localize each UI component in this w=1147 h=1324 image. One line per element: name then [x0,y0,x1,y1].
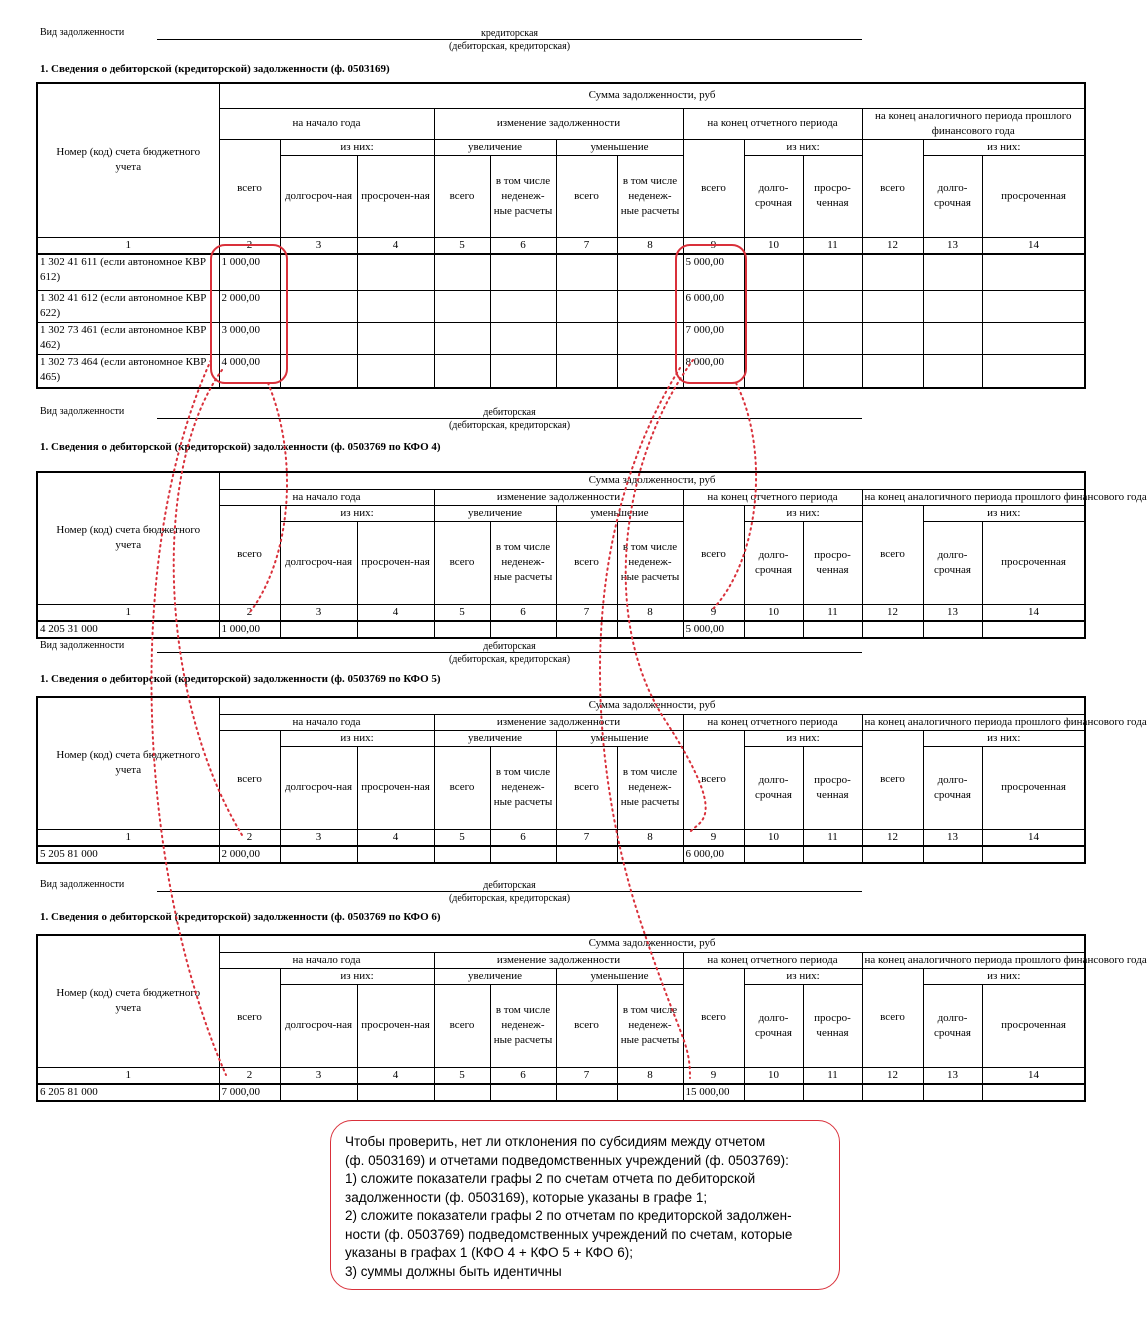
total-header: всего [862,968,923,1067]
column-number: 2 [219,829,280,846]
account-column-header: Номер (код) счета бюджетного учета [37,83,219,237]
decrease-total-header: всего [556,521,617,604]
empty-cell [490,254,556,291]
empty-cell [803,323,862,355]
debt-type-label: Вид задолженности [40,879,125,890]
empty-cell [744,1084,803,1101]
empty-cell [862,1084,923,1101]
of-them-header: из них: [923,139,1085,155]
of-them-header: из них: [744,730,862,746]
column-number: 1 [37,237,219,254]
empty-cell [803,621,862,638]
decrease-noncash-header: в том числе неденеж-ные расчеты [617,984,683,1067]
empty-cell [862,254,923,291]
empty-cell [490,1084,556,1101]
end-total-value: 15 000,00 [683,1084,744,1101]
empty-cell [617,621,683,638]
debt-type-value: дебиторская [157,641,862,653]
section-title: 1. Сведения о дебиторской (кредиторской) задолженности (ф. 0503769 по КФО 4) [40,441,441,453]
table-row [37,323,1085,355]
empty-cell [744,846,803,863]
empty-cell [982,1084,1085,1101]
change-header: изменение задолженности [434,108,683,139]
empty-cell [280,254,357,291]
instruction-note [330,1120,840,1290]
empty-cell [923,323,982,355]
column-number: 4 [357,237,434,254]
overdue-header: просроченная [982,984,1085,1067]
empty-cell [434,355,490,388]
empty-cell [556,621,617,638]
table-row [37,846,1085,863]
of-them-header: из них: [744,968,862,984]
column-number: 13 [923,237,982,254]
longterm-header: долго-срочная [923,746,982,829]
account-code: 1 302 73 461 (если автономное КВР 462) [37,323,219,355]
empty-cell [280,291,357,323]
end-total-value: 6 000,00 [683,846,744,863]
empty-cell [357,291,434,323]
empty-cell [617,355,683,388]
total-header: всего [219,505,280,604]
empty-cell [357,621,434,638]
column-number: 1 [37,604,219,621]
account-code: 1 302 41 611 (если автономное КВР 612) [37,254,219,291]
debt-type-value: дебиторская [157,407,862,419]
total-header: всего [219,730,280,829]
decrease-noncash-header: в том числе неденеж-ные расчеты [617,155,683,237]
start-total-value: 2 000,00 [219,291,280,323]
column-number: 13 [923,829,982,846]
sum-header: Сумма задолженности, руб [219,697,1085,714]
change-header: изменение задолженности [434,952,683,968]
column-number: 8 [617,829,683,846]
of-them-header: из них: [923,968,1085,984]
column-number: 14 [982,604,1085,621]
column-number: 9 [683,1067,744,1084]
column-number: 6 [490,1067,556,1084]
empty-cell [982,323,1085,355]
increase-noncash-header: в том числе неденеж-ные расчеты [490,746,556,829]
empty-cell [556,1084,617,1101]
section-title: 1. Сведения о дебиторской (кредиторской) задолженности (ф. 0503769 по КФО 5) [40,673,441,685]
table-row [37,1084,1085,1101]
empty-cell [357,254,434,291]
of-them-header: из них: [280,730,434,746]
column-number: 9 [683,237,744,254]
column-number: 10 [744,237,803,254]
empty-cell [617,254,683,291]
sum-header: Сумма задолженности, руб [219,83,1085,108]
column-number: 8 [617,237,683,254]
column-number: 14 [982,237,1085,254]
account-code: 1 302 73 464 (если автономное КВР 465) [37,355,219,388]
empty-cell [862,291,923,323]
start-of-year-header: на начало года [219,489,434,505]
table-row [37,254,1085,291]
column-number: 6 [490,604,556,621]
decrease-total-header: всего [556,746,617,829]
decrease-header: уменьшение [556,730,683,746]
debt-table [36,934,1147,1102]
increase-header: увеличение [434,968,556,984]
empty-cell [357,846,434,863]
empty-cell [862,846,923,863]
empty-cell [982,291,1085,323]
debt-type-label: Вид задолженности [40,406,125,417]
empty-cell [280,621,357,638]
decrease-header: уменьшение [556,505,683,521]
note-line: 1) сложите показатели графы 2 по счетам отчета по дебиторской [345,1171,756,1186]
prev-year-header: на конец аналогичного периода прошлого финансового года [862,714,1085,730]
column-number: 3 [280,604,357,621]
empty-cell [556,254,617,291]
overdue-header: просроченная [982,746,1085,829]
column-number: 3 [280,1067,357,1084]
note-line: ности (ф. 0503769) подведомственных учреждений по счетам, которые [345,1226,793,1242]
total-header: всего [862,730,923,829]
empty-cell [490,621,556,638]
longterm-header: долгосроч-ная [280,521,357,604]
overdue-header: просрочен-ная [357,521,434,604]
increase-noncash-header: в том числе неденеж-ные расчеты [490,984,556,1067]
decrease-total-header: всего [556,984,617,1067]
empty-cell [862,621,923,638]
start-of-year-header: на начало года [219,952,434,968]
debt-table [36,471,1147,639]
decrease-header: уменьшение [556,139,683,155]
of-them-header: из них: [280,968,434,984]
note-line: (ф. 0503169) и отчетами подведомственных учреждений (ф. 0503769): [345,1152,789,1168]
total-header: всего [219,139,280,237]
start-of-year-header: на начало года [219,108,434,139]
prev-year-header: на конец аналогичного периода прошлого финансового года [862,952,1085,968]
column-number: 1 [37,829,219,846]
longterm-header: долго-срочная [744,521,803,604]
overdue-header: просроченная [982,521,1085,604]
total-header: всего [683,968,744,1067]
debt-type-hint: (дебиторская, кредиторская) [448,654,571,665]
start-total-value: 2 000,00 [219,846,280,863]
empty-cell [617,846,683,863]
empty-cell [803,1084,862,1101]
empty-cell [744,355,803,388]
debt-type-hint: (дебиторская, кредиторская) [448,420,571,431]
empty-cell [982,846,1085,863]
empty-cell [862,355,923,388]
longterm-header: долго-срочная [744,746,803,829]
empty-cell [862,323,923,355]
column-number: 7 [556,829,617,846]
empty-cell [357,323,434,355]
empty-cell [803,291,862,323]
column-number: 12 [862,829,923,846]
column-number: 8 [617,604,683,621]
total-header: всего [862,505,923,604]
longterm-header: долго-срочная [744,984,803,1067]
column-number: 8 [617,1067,683,1084]
column-number: 14 [982,1067,1085,1084]
column-number: 13 [923,1067,982,1084]
empty-cell [280,846,357,863]
increase-noncash-header: в том числе неденеж-ные расчеты [490,155,556,237]
of-them-header: из них: [923,730,1085,746]
column-number: 4 [357,829,434,846]
end-of-period-header: на конец отчетного периода [683,952,862,968]
start-total-value: 7 000,00 [219,1084,280,1101]
increase-header: увеличение [434,139,556,155]
empty-cell [280,323,357,355]
overdue-header: просро-ченная [803,746,862,829]
column-number: 11 [803,237,862,254]
of-them-header: из них: [923,505,1085,521]
account-column-header: Номер (код) счета бюджетного учета [37,472,219,604]
column-number: 11 [803,604,862,621]
empty-cell [280,355,357,388]
note-line: 3) суммы должны быть идентичны [345,1263,562,1279]
empty-cell [490,291,556,323]
empty-cell [982,621,1085,638]
table-row [37,355,1085,388]
increase-total-header: всего [434,746,490,829]
overdue-header: просро-ченная [803,521,862,604]
empty-cell [744,254,803,291]
increase-total-header: всего [434,155,490,237]
increase-total-header: всего [434,984,490,1067]
empty-cell [617,323,683,355]
column-number: 10 [744,604,803,621]
column-number: 4 [357,1067,434,1084]
of-them-header: из них: [280,139,434,155]
empty-cell [982,355,1085,388]
empty-cell [490,846,556,863]
longterm-header: долго-срочная [923,155,982,237]
column-number: 5 [434,237,490,254]
start-of-year-header: на начало года [219,714,434,730]
total-header: всего [683,730,744,829]
column-number: 12 [862,1067,923,1084]
account-code: 1 302 41 612 (если автономное КВР 622) [37,291,219,323]
debt-type-value: дебиторская [157,880,862,892]
end-of-period-header: на конец отчетного периода [683,489,862,505]
debt-table [36,82,1086,389]
empty-cell [490,323,556,355]
empty-cell [280,1084,357,1101]
debt-type-label: Вид задолженности [40,27,125,38]
empty-cell [434,621,490,638]
longterm-header: долго-срочная [744,155,803,237]
column-number: 9 [683,829,744,846]
longterm-header: долго-срочная [923,521,982,604]
column-number: 3 [280,829,357,846]
sum-header: Сумма задолженности, руб [219,935,1085,952]
column-number: 5 [434,604,490,621]
column-number: 7 [556,1067,617,1084]
column-number: 7 [556,237,617,254]
of-them-header: из них: [280,505,434,521]
empty-cell [434,846,490,863]
empty-cell [803,846,862,863]
of-them-header: из них: [744,139,862,155]
change-header: изменение задолженности [434,489,683,505]
empty-cell [803,254,862,291]
empty-cell [617,1084,683,1101]
account-column-header: Номер (код) счета бюджетного учета [37,935,219,1067]
empty-cell [923,621,982,638]
note-line: 2) сложите показатели графы 2 по отчетам по кредиторской задолжен- [345,1208,792,1223]
sum-header: Сумма задолженности, руб [219,472,1085,489]
overdue-header: просрочен-ная [357,984,434,1067]
account-column-header: Номер (код) счета бюджетного учета [37,697,219,829]
decrease-noncash-header: в том числе неденеж-ные расчеты [617,521,683,604]
debt-type-label: Вид задолженности [40,640,125,651]
empty-cell [982,254,1085,291]
empty-cell [617,291,683,323]
column-number: 4 [357,604,434,621]
empty-cell [434,323,490,355]
empty-cell [744,621,803,638]
of-them-header: из них: [744,505,862,521]
empty-cell [923,1084,982,1101]
debt-type-hint: (дебиторская, кредиторская) [448,41,571,52]
end-total-value: 7 000,00 [683,323,744,355]
change-header: изменение задолженности [434,714,683,730]
end-total-value: 5 000,00 [683,254,744,291]
column-number: 2 [219,604,280,621]
column-number: 10 [744,829,803,846]
column-number: 12 [862,237,923,254]
end-of-period-header: на конец отчетного периода [683,108,862,139]
column-number: 6 [490,237,556,254]
empty-cell [357,1084,434,1101]
empty-cell [744,291,803,323]
empty-cell [556,846,617,863]
empty-cell [923,355,982,388]
overdue-header: просро-ченная [803,984,862,1067]
empty-cell [434,254,490,291]
overdue-header: просрочен-ная [357,155,434,237]
note-line: задолженности (ф. 0503169), которые указаны в графе 1; [345,1189,708,1205]
decrease-header: уменьшение [556,968,683,984]
start-total-value: 1 000,00 [219,621,280,638]
empty-cell [556,291,617,323]
column-number: 6 [490,829,556,846]
account-code: 5 205 81 000 [37,846,219,863]
increase-header: увеличение [434,730,556,746]
start-total-value: 1 000,00 [219,254,280,291]
column-number: 5 [434,829,490,846]
total-header: всего [219,968,280,1067]
column-number: 9 [683,604,744,621]
column-number: 3 [280,237,357,254]
end-total-value: 5 000,00 [683,621,744,638]
debt-type-value: кредиторская [157,28,862,40]
empty-cell [744,323,803,355]
column-number: 7 [556,604,617,621]
longterm-header: долго-срочная [923,984,982,1067]
end-total-value: 6 000,00 [683,291,744,323]
prev-year-header: на конец аналогичного периода прошлого финансового года [862,108,1085,139]
column-number: 13 [923,604,982,621]
start-total-value: 4 000,00 [219,355,280,388]
column-number: 5 [434,1067,490,1084]
decrease-total-header: всего [556,155,617,237]
note-line: Чтобы проверить, нет ли отклонения по субсидиям между отчетом [345,1134,766,1149]
increase-header: увеличение [434,505,556,521]
empty-cell [490,355,556,388]
overdue-header: просроченная [982,155,1085,237]
end-of-period-header: на конец отчетного периода [683,714,862,730]
debt-type-hint: (дебиторская, кредиторская) [448,893,571,904]
note-line: указаны в графах 1 (КФО 4 + КФО 5 + КФО 6); [345,1245,633,1260]
column-number: 14 [982,829,1085,846]
end-total-value: 8 000,00 [683,355,744,388]
empty-cell [434,291,490,323]
empty-cell [923,291,982,323]
column-number: 10 [744,1067,803,1084]
total-header: всего [683,139,744,237]
column-number: 2 [219,237,280,254]
table-row [37,621,1085,638]
longterm-header: долгосроч-ная [280,746,357,829]
column-number: 1 [37,1067,219,1084]
empty-cell [923,254,982,291]
empty-cell [556,355,617,388]
longterm-header: долгосроч-ная [280,155,357,237]
empty-cell [803,355,862,388]
total-header: всего [862,139,923,237]
empty-cell [923,846,982,863]
column-number: 11 [803,829,862,846]
total-header: всего [683,505,744,604]
overdue-header: просро-ченная [803,155,862,237]
prev-year-header: на конец аналогичного периода прошлого финансового года [862,489,1085,505]
account-code: 4 205 31 000 [37,621,219,638]
empty-cell [357,355,434,388]
section-title: 1. Сведения о дебиторской (кредиторской) задолженности (ф. 0503769 по КФО 6) [40,911,441,923]
empty-cell [556,323,617,355]
column-number: 2 [219,1067,280,1084]
account-code: 6 205 81 000 [37,1084,219,1101]
table-row [37,291,1085,323]
increase-noncash-header: в том числе неденеж-ные расчеты [490,521,556,604]
increase-total-header: всего [434,521,490,604]
column-number: 11 [803,1067,862,1084]
section-title: 1. Сведения о дебиторской (кредиторской) задолженности (ф. 0503169) [40,63,390,75]
longterm-header: долгосроч-ная [280,984,357,1067]
column-number: 12 [862,604,923,621]
empty-cell [434,1084,490,1101]
overdue-header: просрочен-ная [357,746,434,829]
debt-table [36,696,1147,864]
decrease-noncash-header: в том числе неденеж-ные расчеты [617,746,683,829]
start-total-value: 3 000,00 [219,323,280,355]
